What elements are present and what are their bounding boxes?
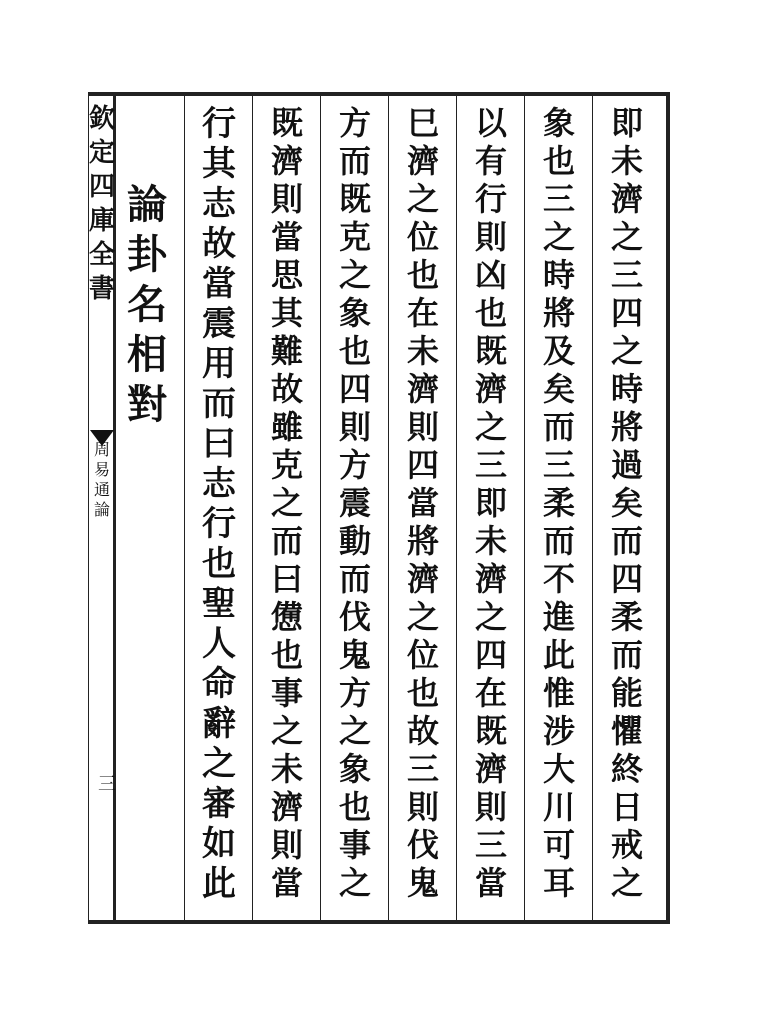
column-char: 三 [474,446,507,484]
column-char: 之 [610,218,643,256]
column-char: 行 [202,104,236,144]
column-char: 方 [338,674,371,712]
column-char: 鬼 [338,636,371,674]
column-char: 志 [202,464,236,504]
column-char: 雖 [270,408,303,446]
heading-char: 對 [127,381,167,428]
column-char: 三 [610,256,643,294]
column-char: 也 [338,788,371,826]
column-char: 也 [406,674,439,712]
margin-title-char: 全 [88,240,115,270]
column-char: 之 [338,864,371,902]
column-char: 之 [542,218,575,256]
column-char: 之 [474,408,507,446]
column-char: 而 [610,522,643,560]
column-char: 故 [202,224,236,264]
column-char: 既 [474,332,507,370]
column-char: 則 [474,218,507,256]
column-char: 將 [542,294,575,332]
column-char: 命 [202,664,236,704]
column-char: 矣 [542,370,575,408]
column-char: 戒 [610,826,643,864]
column-char: 當 [474,864,507,902]
column-char: 日 [610,788,643,826]
text-column [530,104,588,902]
column-char: 濟 [610,180,643,218]
margin-title-char: 定 [88,138,115,168]
column-char: 則 [270,180,303,218]
margin-title-char: 四 [88,172,115,202]
column-char: 濟 [474,750,507,788]
column-char: 故 [270,370,303,408]
column-char: 既 [338,180,371,218]
column-char: 難 [270,332,303,370]
margin-sub-char: 周 [93,440,110,459]
column-char: 思 [270,256,303,294]
column-char: 能 [610,674,643,712]
column-char: 進 [542,598,575,636]
text-column [394,104,452,902]
column-char: 有 [474,142,507,180]
column-char: 而 [338,142,371,180]
column-char: 可 [542,826,575,864]
column-char: 當 [270,864,303,902]
column-char: 則 [406,788,439,826]
heading-char: 論 [127,181,167,228]
column-char: 當 [406,484,439,522]
column-char: 在 [474,674,507,712]
column-char: 憊 [270,598,303,636]
column-rule [388,96,389,920]
column-char: 之 [406,598,439,636]
column-char: 之 [406,180,439,218]
column-char: 志 [202,184,236,224]
column-char: 方 [338,104,371,142]
column-char: 行 [474,180,507,218]
column-char: 即 [610,104,643,142]
margin-title-char: 庫 [88,206,115,236]
heading-char: 卦 [127,231,167,278]
column-char: 位 [406,218,439,256]
column-char: 之 [610,332,643,370]
margin-book-title [88,102,116,306]
column-char: 而 [610,636,643,674]
column-char: 川 [542,788,575,826]
margin-section-title [88,440,116,520]
column-char: 在 [406,294,439,332]
text-column [258,104,316,902]
column-char: 故 [406,712,439,750]
column-char: 也 [202,544,236,584]
column-char: 過 [610,446,643,484]
column-char: 未 [610,142,643,180]
column-char: 巳 [406,104,439,142]
column-char: 四 [610,294,643,332]
column-char: 凶 [474,256,507,294]
column-char: 濟 [270,142,303,180]
text-column [190,104,248,904]
column-char: 三 [406,750,439,788]
column-char: 大 [542,750,575,788]
column-char: 及 [542,332,575,370]
column-char: 以 [474,104,507,142]
column-char: 震 [338,484,371,522]
column-char: 也 [542,142,575,180]
column-rule [524,96,525,920]
text-column [326,104,384,902]
column-char: 此 [202,864,236,904]
column-char: 震 [202,304,236,344]
column-char: 則 [406,408,439,446]
heading-char: 名 [127,281,167,328]
column-char: 之 [270,484,303,522]
margin-sub-char: 論 [93,500,110,519]
column-char: 時 [542,256,575,294]
column-char: 而 [202,384,236,424]
column-char: 四 [338,370,371,408]
column-char: 未 [406,332,439,370]
column-char: 時 [610,370,643,408]
column-char: 辭 [202,704,236,744]
column-char: 則 [474,788,507,826]
column-char: 聖 [202,584,236,624]
column-char: 柔 [610,598,643,636]
column-char: 事 [338,826,371,864]
column-char: 之 [338,256,371,294]
column-char: 四 [610,560,643,598]
column-char: 而 [542,408,575,446]
column-char: 動 [338,522,371,560]
margin-title-char: 欽 [88,104,115,134]
column-char: 三 [474,826,507,864]
column-char: 方 [338,446,371,484]
column-char: 之 [610,864,643,902]
column-char: 其 [270,294,303,332]
column-char: 既 [474,712,507,750]
column-char: 濟 [270,788,303,826]
column-char: 此 [542,636,575,674]
column-char: 也 [474,294,507,332]
heading-char: 相 [127,331,167,378]
margin-sub-char: 易 [93,460,110,479]
section-heading [118,180,176,430]
column-char: 而 [270,522,303,560]
column-char: 審 [202,784,236,824]
column-char: 則 [270,826,303,864]
column-char: 將 [610,408,643,446]
column-char: 四 [474,636,507,674]
column-char: 即 [474,484,507,522]
column-char: 之 [202,744,236,784]
column-char: 克 [338,218,371,256]
column-char: 之 [474,598,507,636]
column-char: 終 [610,750,643,788]
column-char: 將 [406,522,439,560]
column-char: 用 [202,344,236,384]
column-char: 涉 [542,712,575,750]
column-char: 濟 [406,370,439,408]
column-char: 曰 [202,424,236,464]
text-column [462,104,520,902]
page-number: 三 [98,774,116,795]
column-char: 四 [406,446,439,484]
column-char: 其 [202,144,236,184]
column-char: 克 [270,446,303,484]
column-rule [320,96,321,920]
column-char: 當 [202,264,236,304]
column-char: 當 [270,218,303,256]
column-char: 之 [270,712,303,750]
column-char: 未 [474,522,507,560]
column-char: 之 [338,712,371,750]
column-char: 位 [406,636,439,674]
column-char: 行 [202,504,236,544]
column-char: 柔 [542,484,575,522]
column-char: 人 [202,624,236,664]
column-rule [456,96,457,920]
column-char: 伐 [406,826,439,864]
column-char: 矣 [610,484,643,522]
column-char: 而 [338,560,371,598]
margin-sub-char: 通 [93,480,110,499]
column-char: 惟 [542,674,575,712]
column-rule [184,96,185,920]
text-column [598,104,656,902]
column-char: 濟 [406,142,439,180]
column-char: 濟 [474,370,507,408]
column-char: 也 [270,636,303,674]
column-rule [592,96,593,920]
column-char: 鬼 [406,864,439,902]
column-char: 而 [542,522,575,560]
column-char: 象 [542,104,575,142]
margin-title-char: 書 [88,274,115,304]
column-char: 則 [338,408,371,446]
column-char: 也 [338,332,371,370]
column-char: 濟 [406,560,439,598]
column-char: 耳 [542,864,575,902]
column-char: 象 [338,294,371,332]
column-char: 濟 [474,560,507,598]
column-char: 三 [542,180,575,218]
column-char: 也 [406,256,439,294]
column-char: 三 [542,446,575,484]
column-rule [252,96,253,920]
column-char: 象 [338,750,371,788]
column-char: 未 [270,750,303,788]
column-char: 既 [270,104,303,142]
column-char: 懼 [610,712,643,750]
column-char: 如 [202,824,236,864]
column-char: 事 [270,674,303,712]
column-char: 不 [542,560,575,598]
column-char: 曰 [270,560,303,598]
column-char: 伐 [338,598,371,636]
